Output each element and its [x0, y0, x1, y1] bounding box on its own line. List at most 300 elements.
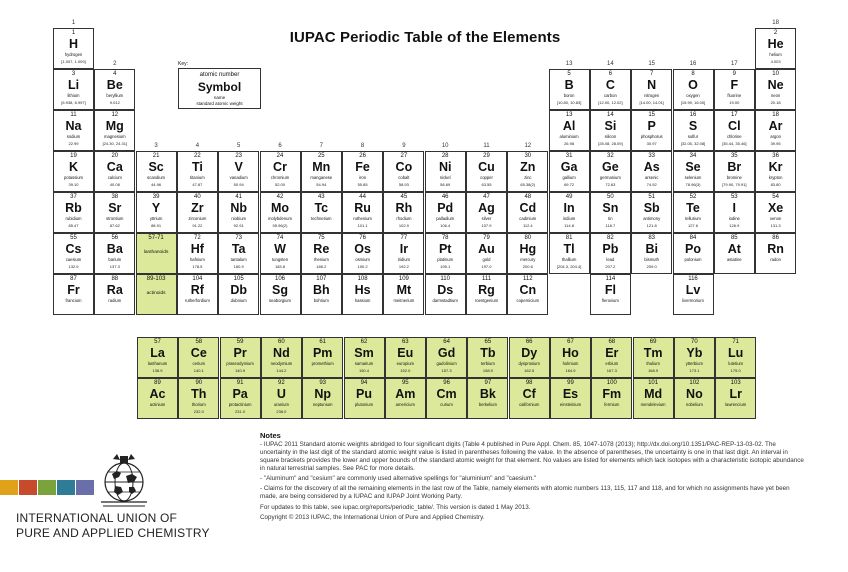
- element-name: lithium: [67, 93, 80, 98]
- element-name: boron: [563, 93, 575, 98]
- element-cell: [755, 233, 796, 274]
- element-symbol: P: [647, 119, 656, 133]
- atomic-number: 60: [278, 339, 285, 345]
- element-name: francium: [65, 298, 82, 303]
- atomic-weight: 118.7: [605, 223, 616, 228]
- element-symbol: Cd: [519, 201, 537, 215]
- note-2: - "Aluminum" and "cesium" are commonly used alternative spellings for "aluminium" and "caesium.": [260, 475, 537, 482]
- element-symbol: F: [730, 78, 739, 92]
- atomic-weight: 101.1: [357, 223, 368, 228]
- element-symbol: S: [688, 119, 698, 133]
- element-cell: [218, 192, 259, 233]
- element-cell: [507, 274, 548, 315]
- atomic-weight: 52.00: [274, 182, 285, 187]
- element-name: osmium: [355, 257, 370, 262]
- atomic-weight: 164.9: [565, 368, 576, 373]
- atomic-weight: [6.938, 6.997]: [61, 100, 86, 105]
- atomic-weight: 232.0: [193, 409, 204, 414]
- atomic-number: 101: [648, 380, 659, 386]
- element-symbol: Sb: [643, 201, 660, 215]
- element-symbol: Sn: [602, 201, 619, 215]
- element-symbol: Ir: [399, 242, 409, 256]
- element-symbol: Ag: [478, 201, 495, 215]
- element-name: praseodymium: [226, 361, 254, 366]
- atomic-weight: 175.0: [730, 368, 741, 373]
- element-symbol: Ge: [602, 160, 619, 174]
- atomic-number: 30: [524, 153, 532, 159]
- atomic-number: 72: [194, 235, 201, 241]
- element-symbol: Be: [106, 78, 123, 92]
- element-name: thulium: [646, 361, 660, 366]
- element-name: samarium: [354, 361, 374, 366]
- element-symbol: Zr: [191, 201, 204, 215]
- atomic-number: 59: [236, 339, 244, 345]
- group-number: 1: [71, 20, 76, 26]
- element-name: dubnium: [230, 298, 247, 303]
- element-name: vanadium: [229, 175, 248, 180]
- element-symbol: Bk: [479, 387, 496, 401]
- atomic-weight: 74.92: [646, 182, 657, 187]
- element-cell: [633, 378, 674, 419]
- element-cell: [301, 192, 342, 233]
- element-name: oxygen: [686, 93, 700, 98]
- atomic-weight: 127.6: [687, 223, 698, 228]
- group-number: 2: [113, 61, 117, 67]
- element-name: sulfur: [687, 134, 699, 139]
- organization-name: [16, 511, 210, 541]
- atomic-number: 102: [689, 380, 700, 386]
- element-name: sodium: [66, 134, 81, 139]
- element-symbol: Mg: [105, 119, 124, 133]
- atomic-number: 65: [484, 339, 492, 345]
- atomic-number: 8: [691, 71, 695, 77]
- atomic-weight: [204.3, 204.4]: [556, 264, 582, 269]
- element-name: rubidium: [65, 216, 82, 221]
- element-name: rutherfordium: [184, 298, 210, 303]
- atomic-weight: 150.4: [358, 368, 369, 373]
- group-number: 9: [402, 143, 406, 149]
- element-symbol: Rg: [478, 283, 495, 297]
- element-name: gadolinium: [436, 361, 457, 366]
- notes-heading: Notes: [260, 431, 281, 440]
- element-symbol: Re: [313, 242, 330, 256]
- color-bar: [19, 480, 37, 495]
- element-name: radium: [108, 298, 122, 303]
- element-cell: [507, 233, 548, 274]
- element-cell: [220, 337, 261, 378]
- atomic-number: 47: [483, 194, 490, 200]
- atomic-weight: 30.97: [646, 141, 657, 146]
- series-label: lanthanoids: [143, 250, 169, 255]
- element-name: helium: [769, 52, 782, 57]
- atomic-number: 116: [688, 276, 698, 282]
- element-cell: [218, 151, 259, 192]
- element-symbol: Pr: [233, 346, 247, 360]
- element-symbol: Fr: [67, 283, 80, 297]
- element-symbol: He: [767, 37, 784, 51]
- element-name: carbon: [603, 93, 617, 98]
- page-title: IUPAC Periodic Table of the Elements: [289, 29, 561, 46]
- element-name: xenon: [769, 216, 782, 221]
- element-name: scandium: [147, 175, 166, 180]
- element-cell: [590, 110, 631, 151]
- element-cell: [53, 110, 94, 151]
- atomic-weight: 168.9: [648, 368, 659, 373]
- element-cell: [549, 110, 590, 151]
- element-symbol: Al: [562, 119, 576, 133]
- atomic-number: 112: [523, 276, 533, 282]
- atomic-weight: 178.5: [192, 264, 203, 269]
- atomic-number: 5: [567, 71, 571, 77]
- atomic-number: 104: [192, 276, 203, 282]
- atomic-number: 96: [443, 380, 450, 386]
- group-number: 4: [195, 143, 200, 149]
- element-symbol: Pt: [438, 242, 452, 256]
- element-cell: [467, 337, 508, 378]
- element-symbol: Yb: [686, 346, 703, 360]
- element-symbol: Hs: [354, 283, 371, 297]
- series-range: 89-103: [146, 276, 166, 282]
- atomic-number: 98: [525, 380, 533, 386]
- element-cell: [714, 151, 755, 192]
- atomic-number: 94: [360, 380, 368, 386]
- atomic-weight: 26.98: [564, 141, 575, 146]
- element-name: manganese: [310, 175, 333, 180]
- element-cell: [631, 192, 672, 233]
- element-name: phosphorus: [640, 134, 663, 139]
- atomic-weight: [32.05, 32.08]: [680, 141, 706, 146]
- element-cell: [590, 192, 631, 233]
- atomic-number: 57: [154, 339, 161, 345]
- element-symbol: Na: [65, 119, 82, 133]
- atomic-weight: 207.2: [605, 264, 616, 269]
- element-name: bohrium: [313, 298, 329, 303]
- group-number: 6: [278, 143, 282, 149]
- element-symbol: W: [274, 242, 286, 256]
- element-name: terbium: [480, 361, 495, 366]
- element-cell: [509, 337, 550, 378]
- element-symbol: Cf: [522, 387, 536, 401]
- atomic-number: 85: [730, 235, 738, 241]
- atomic-number: 21: [152, 153, 160, 159]
- atomic-weight: [24.30, 24.31]: [102, 141, 128, 146]
- element-symbol: Co: [395, 160, 413, 174]
- element-symbol: Lu: [728, 346, 744, 360]
- atomic-number: 9: [732, 71, 736, 77]
- element-cell: [344, 337, 385, 378]
- element-symbol: Zn: [520, 160, 536, 174]
- element-cell: [53, 274, 94, 315]
- atomic-weight: 107.9: [481, 223, 492, 228]
- element-symbol: Cl: [728, 119, 741, 133]
- atomic-weight: 69.72: [564, 182, 575, 187]
- element-name: rhenium: [313, 257, 329, 262]
- element-name: einsteinium: [559, 402, 582, 407]
- element-name: neodymium: [270, 361, 293, 366]
- element-name: nobelium: [685, 402, 703, 407]
- element-name: rhodium: [396, 216, 412, 221]
- atomic-number: 95: [401, 380, 409, 386]
- atomic-weight: 55.85: [357, 182, 368, 187]
- element-name: krypton: [768, 175, 783, 180]
- element-cell: [177, 192, 218, 233]
- element-symbol: Tc: [314, 201, 329, 215]
- element-name: cadmium: [519, 216, 537, 221]
- atomic-number: 86: [772, 235, 779, 241]
- atomic-number: 48: [524, 194, 532, 200]
- color-bar: [76, 480, 94, 495]
- element-cell: [631, 69, 672, 110]
- element-cell: [467, 378, 508, 419]
- atomic-number: 19: [70, 153, 77, 159]
- element-cell: [426, 378, 467, 419]
- atomic-number: 74: [276, 235, 284, 241]
- atomic-number: 23: [235, 153, 243, 159]
- element-name: gallium: [562, 175, 576, 180]
- element-name: cerium: [192, 361, 206, 366]
- element-cell: [507, 192, 548, 233]
- element-name: ruthenium: [353, 216, 372, 221]
- atomic-number: 90: [195, 380, 203, 386]
- atomic-number: 3: [71, 71, 76, 77]
- element-cell: [426, 337, 467, 378]
- atomic-weight: 231.0: [235, 409, 246, 414]
- element-cell: [425, 151, 466, 192]
- atomic-number: 18: [772, 112, 779, 118]
- atomic-number: 64: [443, 339, 450, 345]
- atomic-weight: 58.93: [398, 182, 409, 187]
- atomic-number: 25: [317, 153, 325, 159]
- atomic-weight: 9.012: [109, 100, 120, 105]
- element-cell: [383, 274, 424, 315]
- element-symbol: Rb: [65, 201, 82, 215]
- note-updates: For updates to this table, see iupac.org/reports/periodic_table/. This version is dated 1 May 2013.: [260, 504, 531, 511]
- element-cell: [673, 151, 714, 192]
- atomic-weight: 19.00: [729, 100, 740, 105]
- element-name: californium: [519, 402, 540, 407]
- element-symbol: Tm: [643, 346, 663, 360]
- atomic-weight: 54.94: [316, 182, 327, 187]
- element-cell: [550, 378, 591, 419]
- element-cell: [260, 233, 301, 274]
- group-number: 13: [565, 61, 573, 67]
- series-placeholder: [136, 233, 177, 274]
- element-symbol: Ba: [106, 242, 123, 256]
- element-symbol: Pu: [356, 387, 372, 401]
- key-atomic-number: atomic number: [199, 72, 240, 78]
- element-cell: [53, 233, 94, 274]
- element-symbol: Ra: [106, 283, 123, 297]
- element-symbol: Sg: [272, 283, 288, 297]
- element-cell: [673, 69, 714, 110]
- atomic-number: 35: [730, 153, 738, 159]
- atomic-weight: 137.3: [109, 264, 120, 269]
- element-symbol: At: [727, 242, 741, 256]
- element-name: magnesium: [103, 134, 126, 139]
- element-cell: [425, 274, 466, 315]
- element-cell: [94, 110, 135, 151]
- atomic-weight: 65.38(2): [520, 182, 536, 187]
- atomic-number: 32: [607, 153, 614, 159]
- atomic-number: 100: [606, 380, 617, 386]
- atomic-weight: 144.2: [276, 368, 287, 373]
- atomic-number: 20: [111, 153, 119, 159]
- element-cell: [714, 110, 755, 151]
- atomic-weight: 192.2: [398, 264, 409, 269]
- group-number: 12: [524, 143, 532, 149]
- atomic-weight: 190.2: [357, 264, 368, 269]
- atomic-number: 36: [772, 153, 779, 159]
- element-symbol: No: [686, 387, 703, 401]
- element-name: neptunium: [312, 402, 333, 407]
- element-name: hydrogen: [64, 52, 83, 57]
- element-cell: [755, 151, 796, 192]
- element-symbol: La: [150, 346, 165, 360]
- atomic-number: 27: [400, 153, 408, 159]
- element-cell: [715, 337, 756, 378]
- atomic-weight: 121.8: [646, 223, 657, 228]
- atomic-number: 73: [235, 235, 243, 241]
- atomic-weight: 4.003: [770, 59, 781, 64]
- element-cell: [261, 378, 302, 419]
- element-name: potassium: [63, 175, 84, 180]
- element-name: argon: [770, 134, 781, 139]
- element-cell: [633, 337, 674, 378]
- element-symbol: Db: [230, 283, 248, 297]
- atomic-weight: 138.9: [152, 368, 163, 373]
- element-symbol: Pa: [232, 387, 248, 401]
- atomic-weight: 200.6: [522, 264, 533, 269]
- atomic-number: 110: [440, 276, 450, 282]
- atomic-number: 14: [607, 112, 614, 118]
- atomic-number: 83: [648, 235, 656, 241]
- element-name: mercury: [520, 257, 536, 262]
- element-cell: [549, 233, 590, 274]
- iupac-globe-logo-icon: [93, 452, 155, 510]
- atomic-number: 1: [71, 30, 76, 36]
- atomic-weight: 40.08: [109, 182, 120, 187]
- element-name: bismuth: [644, 257, 660, 262]
- element-symbol: Ac: [149, 387, 166, 401]
- key-weight: standard atomic weight: [196, 101, 243, 106]
- group-number: 11: [483, 143, 490, 149]
- element-name: lanthanum: [147, 361, 168, 366]
- element-name: fermium: [604, 402, 620, 407]
- element-symbol: Np: [314, 387, 332, 401]
- atomic-number: 42: [276, 194, 284, 200]
- element-symbol: Kr: [768, 160, 783, 174]
- element-name: copper: [480, 175, 493, 180]
- atomic-number: 103: [730, 380, 741, 386]
- atomic-number: 38: [111, 194, 119, 200]
- element-symbol: U: [276, 387, 286, 401]
- element-symbol: Lv: [685, 283, 701, 297]
- atomic-number: 26: [359, 153, 366, 159]
- series-range: 57-71: [148, 235, 164, 241]
- element-cell: [755, 69, 796, 110]
- element-name: dysprosium: [518, 361, 540, 366]
- element-name: thallium: [561, 257, 577, 262]
- element-cell: [344, 378, 385, 419]
- element-name: palladium: [436, 216, 455, 221]
- element-symbol: Po: [685, 242, 701, 256]
- element-name: lutetium: [728, 361, 744, 366]
- atomic-number: 99: [567, 380, 574, 386]
- group-number: 3: [154, 143, 158, 149]
- key-name: name: [213, 95, 226, 100]
- element-cell: [53, 69, 94, 110]
- group-number: 7: [319, 143, 323, 149]
- element-symbol: Bi: [645, 242, 658, 256]
- element-cell: [260, 192, 301, 233]
- element-symbol: Ta: [231, 242, 246, 256]
- element-cell: [755, 28, 796, 69]
- element-name: protactinium: [228, 402, 252, 407]
- element-name: hassium: [354, 298, 371, 303]
- element-symbol: Ce: [190, 346, 207, 360]
- atomic-number: 51: [648, 194, 656, 200]
- element-cell: [673, 233, 714, 274]
- element-symbol: Cs: [65, 242, 82, 256]
- element-cell: [383, 192, 424, 233]
- atomic-number: 106: [274, 276, 285, 282]
- element-cell: [673, 110, 714, 151]
- atomic-weight: 183.8: [274, 264, 285, 269]
- element-cell: [301, 274, 342, 315]
- atomic-weight: 158.9: [482, 368, 493, 373]
- element-symbol: Ga: [560, 160, 578, 174]
- color-bar: [0, 480, 18, 495]
- element-symbol: Md: [644, 387, 663, 401]
- element-symbol: Dy: [521, 346, 538, 360]
- group-number: 5: [237, 143, 241, 149]
- atomic-number: 28: [441, 153, 449, 159]
- atomic-number: 91: [236, 380, 244, 386]
- element-name: tungsten: [271, 257, 289, 262]
- element-name: indium: [562, 216, 576, 221]
- atomic-number: 31: [565, 153, 573, 159]
- element-symbol: Ds: [437, 283, 454, 297]
- atomic-number: 63: [401, 339, 409, 345]
- atomic-weight: 47.87: [192, 182, 203, 187]
- element-symbol: Er: [605, 346, 619, 360]
- element-symbol: Xe: [767, 201, 784, 215]
- element-symbol: Mo: [270, 201, 290, 215]
- element-name: hafnium: [189, 257, 205, 262]
- element-name: flerovium: [601, 298, 619, 303]
- atomic-weight: 209.0: [646, 264, 657, 269]
- element-symbol: Pd: [437, 201, 454, 215]
- atomic-number: 71: [732, 339, 740, 345]
- element-symbol: C: [605, 78, 615, 92]
- element-symbol: Am: [395, 387, 416, 401]
- element-cell: [550, 337, 591, 378]
- element-name: beryllium: [106, 93, 124, 98]
- color-bar: [57, 480, 75, 495]
- atomic-number: 69: [649, 339, 657, 345]
- atomic-number: 109: [398, 276, 409, 282]
- element-symbol: Rn: [767, 242, 784, 256]
- atomic-number: 37: [70, 194, 77, 200]
- element-cell: [220, 378, 261, 419]
- element-name: silver: [481, 216, 492, 221]
- element-name: cobalt: [398, 175, 410, 180]
- element-cell: [178, 337, 219, 378]
- element-name: silicon: [604, 134, 617, 139]
- element-name: technetium: [311, 216, 332, 221]
- element-name: antimony: [643, 216, 661, 221]
- element-name: europium: [396, 361, 415, 366]
